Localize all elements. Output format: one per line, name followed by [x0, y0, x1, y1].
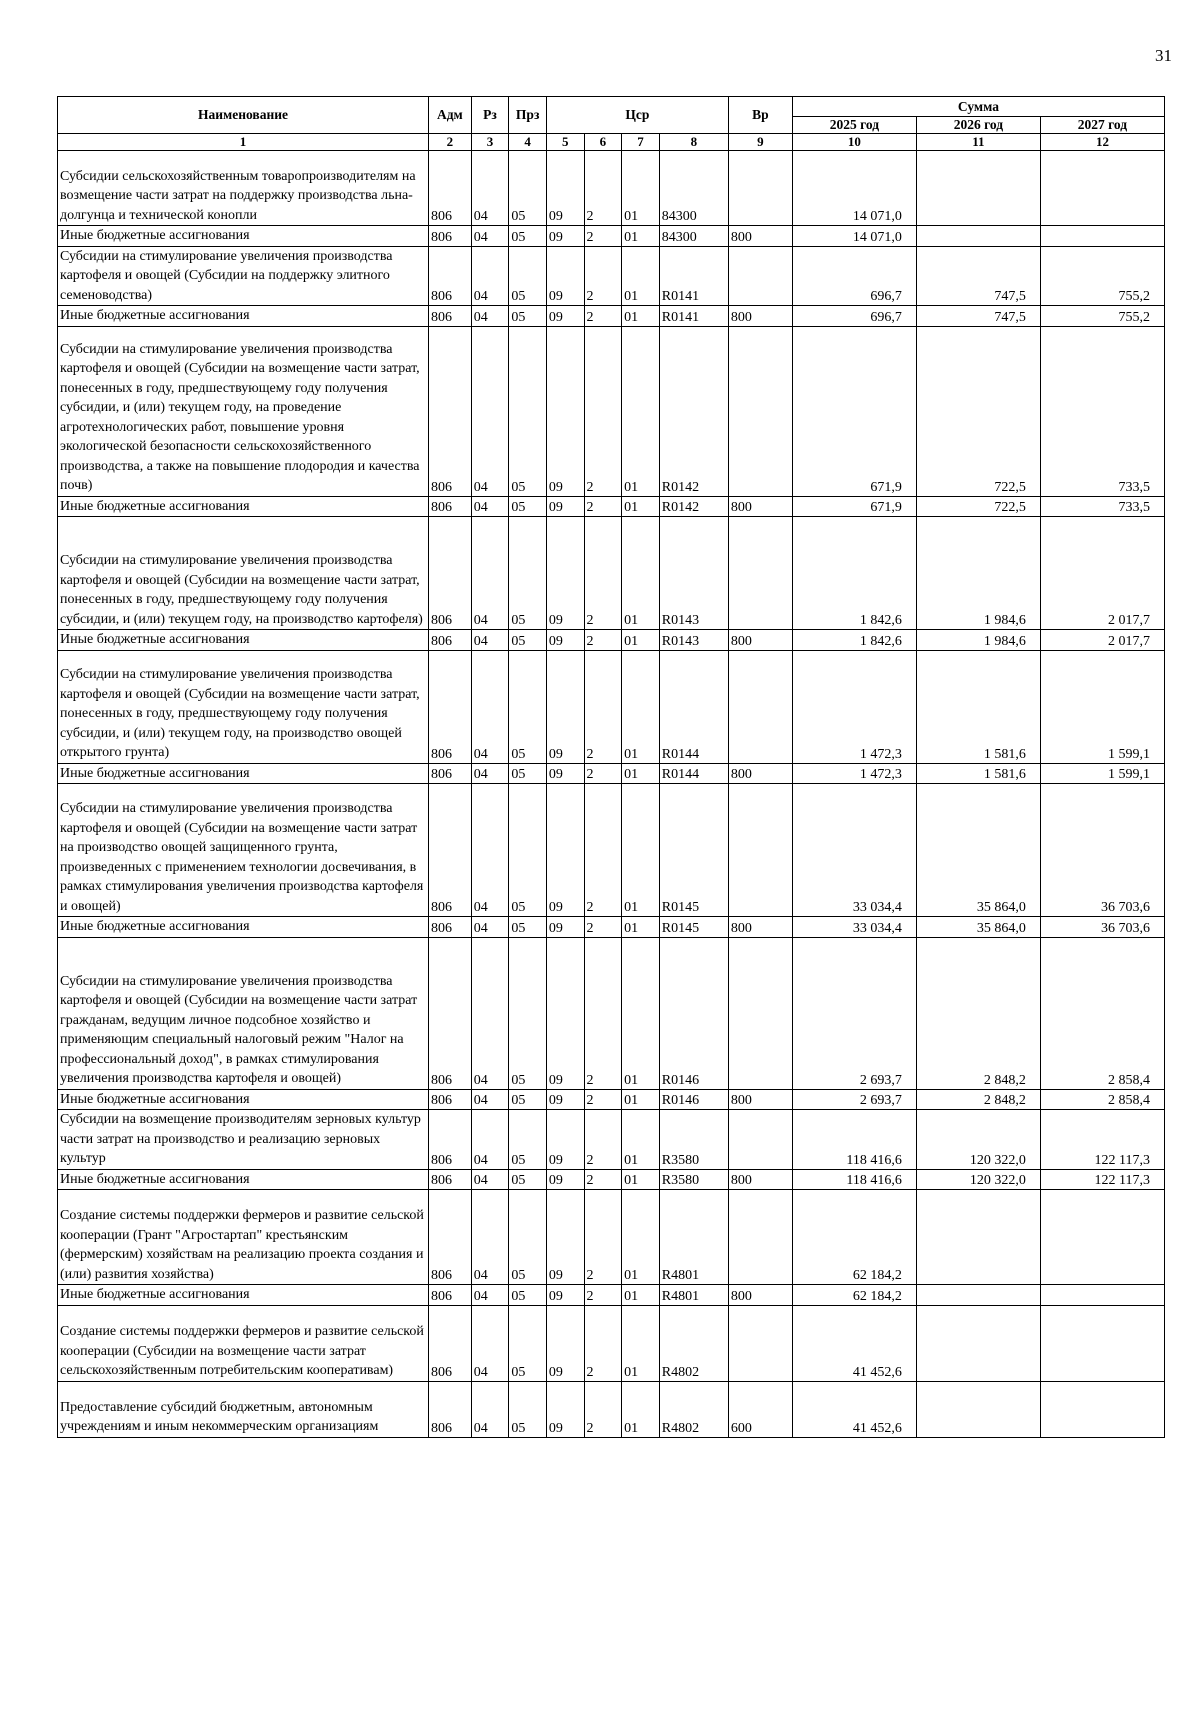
row-adm: 806	[429, 496, 472, 517]
row-name: Иные бюджетные ассигнования	[58, 496, 429, 517]
row-rz: 04	[471, 1110, 509, 1170]
row-csr-3: 01	[622, 246, 660, 306]
table-row	[58, 496, 1165, 517]
row-vr: 800	[728, 1169, 792, 1190]
row-csr-1: 09	[546, 1381, 584, 1437]
row-sum-2027	[1040, 1285, 1164, 1306]
row-sum-2025: 696,7	[792, 306, 916, 327]
row-csr-4: R4802	[659, 1381, 728, 1437]
row-adm: 806	[429, 517, 472, 630]
row-vr	[728, 517, 792, 630]
row-name: Предоставление субсидий бюджетным, автономным учреждениям и иным некоммерческим организациям	[58, 1381, 429, 1437]
row-vr	[728, 151, 792, 226]
row-prz: 05	[509, 1089, 547, 1110]
row-rz: 04	[471, 1381, 509, 1437]
row-sum-2027	[1040, 1190, 1164, 1285]
row-rz: 04	[471, 246, 509, 306]
column-number: 3	[471, 134, 509, 151]
row-csr-2: 2	[584, 630, 622, 651]
row-csr-4: R4801	[659, 1285, 728, 1306]
row-sum-2027: 733,5	[1040, 496, 1164, 517]
row-sum-2027: 122 117,3	[1040, 1169, 1164, 1190]
row-name: Субсидии на стимулирование увеличения производства картофеля и овощей (Субсидии на возмещение части затрат на производство овощей защищенного грунта, произведенных с применением технологии досвечивания, в рамках стимулирования увеличения производства картофеля и овощей)	[58, 784, 429, 917]
row-rz: 04	[471, 326, 509, 496]
row-sum-2027: 2 017,7	[1040, 630, 1164, 651]
row-sum-2027: 36 703,6	[1040, 784, 1164, 917]
row-adm: 806	[429, 1381, 472, 1437]
row-rz: 04	[471, 630, 509, 651]
row-rz: 04	[471, 937, 509, 1089]
row-name: Создание системы поддержки фермеров и развитие сельской кооперации (Грант "Агростартап" крестьянским (фермерским) хозяйствам на реализацию проекта создания и (или) развития хозяйства)	[58, 1190, 429, 1285]
row-csr-2: 2	[584, 1305, 622, 1381]
row-csr-4: R0146	[659, 937, 728, 1089]
table-row	[58, 1169, 1165, 1190]
row-csr-2: 2	[584, 226, 622, 247]
row-csr-1: 09	[546, 517, 584, 630]
row-csr-3: 01	[622, 496, 660, 517]
row-prz: 05	[509, 226, 547, 247]
row-sum-2026: 747,5	[916, 306, 1040, 327]
row-sum-2027: 2 017,7	[1040, 517, 1164, 630]
row-adm: 806	[429, 226, 472, 247]
row-csr-2: 2	[584, 650, 622, 763]
row-sum-2026	[916, 1305, 1040, 1381]
table-row	[58, 1285, 1165, 1306]
row-sum-2026	[916, 151, 1040, 226]
row-prz: 05	[509, 1169, 547, 1190]
row-rz: 04	[471, 1089, 509, 1110]
row-csr-1: 09	[546, 1089, 584, 1110]
row-csr-3: 01	[622, 226, 660, 247]
row-sum-2026: 2 848,2	[916, 937, 1040, 1089]
row-sum-2025: 14 071,0	[792, 151, 916, 226]
row-prz: 05	[509, 151, 547, 226]
row-vr: 800	[728, 763, 792, 784]
row-csr-3: 01	[622, 326, 660, 496]
header-csr: Цср	[546, 97, 728, 134]
row-name: Иные бюджетные ассигнования	[58, 917, 429, 938]
row-vr	[728, 1110, 792, 1170]
row-rz: 04	[471, 763, 509, 784]
row-rz: 04	[471, 517, 509, 630]
row-sum-2027: 1 599,1	[1040, 650, 1164, 763]
row-sum-2027	[1040, 1381, 1164, 1437]
row-csr-1: 09	[546, 1305, 584, 1381]
row-adm: 806	[429, 246, 472, 306]
row-rz: 04	[471, 1285, 509, 1306]
row-name: Субсидии на возмещение производителям зерновых культур части затрат на производство и реализацию зерновых культур	[58, 1110, 429, 1170]
row-adm: 806	[429, 326, 472, 496]
row-name: Иные бюджетные ассигнования	[58, 306, 429, 327]
row-csr-2: 2	[584, 151, 622, 226]
row-name: Субсидии на стимулирование увеличения производства картофеля и овощей (Субсидии на возмещение части затрат, понесенных в году, предшествующему году получения субсидии, и (или) текущем году, на производство овощей открытого грунта)	[58, 650, 429, 763]
row-sum-2025: 41 452,6	[792, 1381, 916, 1437]
row-sum-2026: 35 864,0	[916, 784, 1040, 917]
row-sum-2025: 33 034,4	[792, 784, 916, 917]
row-rz: 04	[471, 784, 509, 917]
row-vr	[728, 650, 792, 763]
row-csr-4: R4801	[659, 1190, 728, 1285]
row-sum-2027: 36 703,6	[1040, 917, 1164, 938]
row-csr-4: R0146	[659, 1089, 728, 1110]
row-prz: 05	[509, 1110, 547, 1170]
row-csr-1: 09	[546, 306, 584, 327]
row-adm: 806	[429, 1190, 472, 1285]
row-csr-3: 01	[622, 151, 660, 226]
row-csr-1: 09	[546, 1169, 584, 1190]
row-csr-2: 2	[584, 763, 622, 784]
row-csr-2: 2	[584, 326, 622, 496]
row-vr: 800	[728, 306, 792, 327]
header-year-2025: 2025 год	[792, 117, 916, 134]
row-sum-2026: 722,5	[916, 326, 1040, 496]
row-sum-2025: 671,9	[792, 326, 916, 496]
row-sum-2025: 671,9	[792, 496, 916, 517]
table-row	[58, 630, 1165, 651]
row-name: Субсидии сельскохозяйственным товаропроизводителям на возмещение части затрат на поддержку производства льна-долгунца и технической конопли	[58, 151, 429, 226]
row-csr-1: 09	[546, 630, 584, 651]
table-row	[58, 937, 1165, 1089]
column-number: 2	[429, 134, 472, 151]
row-adm: 806	[429, 937, 472, 1089]
row-vr: 800	[728, 630, 792, 651]
row-csr-2: 2	[584, 1190, 622, 1285]
row-csr-3: 01	[622, 1089, 660, 1110]
column-number: 11	[916, 134, 1040, 151]
row-adm: 806	[429, 1089, 472, 1110]
row-csr-3: 01	[622, 1285, 660, 1306]
row-csr-3: 01	[622, 784, 660, 917]
column-number: 12	[1040, 134, 1164, 151]
header-vr: Вр	[728, 97, 792, 134]
row-adm: 806	[429, 763, 472, 784]
page-number: 31	[1155, 46, 1172, 65]
table-row	[58, 1190, 1165, 1285]
row-sum-2025: 1 842,6	[792, 630, 916, 651]
row-sum-2027: 1 599,1	[1040, 763, 1164, 784]
row-csr-3: 01	[622, 763, 660, 784]
row-sum-2025: 1 472,3	[792, 650, 916, 763]
row-rz: 04	[471, 151, 509, 226]
row-sum-2026: 35 864,0	[916, 917, 1040, 938]
row-csr-3: 01	[622, 1381, 660, 1437]
row-csr-4: R0144	[659, 650, 728, 763]
row-csr-2: 2	[584, 1169, 622, 1190]
row-prz: 05	[509, 1285, 547, 1306]
row-name: Субсидии на стимулирование увеличения производства картофеля и овощей (Субсидии на возмещение части затрат, понесенных в году, предшествующему году получения субсидии, и (или) текущем году, на проведение агротехнологических работ, повышение уровня экологической безопасности сельскохозяйственного производства, а также на повышение плодородия и качества почв)	[58, 326, 429, 496]
row-prz: 05	[509, 246, 547, 306]
row-name: Субсидии на стимулирование увеличения производства картофеля и овощей (Субсидии на поддержку элитного семеноводства)	[58, 246, 429, 306]
row-sum-2026: 1 581,6	[916, 763, 1040, 784]
row-csr-4: R0145	[659, 917, 728, 938]
row-sum-2027	[1040, 151, 1164, 226]
row-csr-3: 01	[622, 1110, 660, 1170]
row-sum-2025: 2 693,7	[792, 1089, 916, 1110]
row-sum-2026: 120 322,0	[916, 1169, 1040, 1190]
row-sum-2026	[916, 1285, 1040, 1306]
column-number: 5	[546, 134, 584, 151]
table-row	[58, 650, 1165, 763]
row-sum-2025: 118 416,6	[792, 1110, 916, 1170]
row-csr-3: 01	[622, 306, 660, 327]
row-csr-1: 09	[546, 1190, 584, 1285]
row-prz: 05	[509, 1305, 547, 1381]
column-number-row	[58, 134, 1165, 151]
row-sum-2025: 1 842,6	[792, 517, 916, 630]
row-csr-1: 09	[546, 763, 584, 784]
table-row	[58, 1110, 1165, 1170]
row-csr-4: R3580	[659, 1110, 728, 1170]
row-prz: 05	[509, 496, 547, 517]
row-csr-1: 09	[546, 917, 584, 938]
row-name: Субсидии на стимулирование увеличения производства картофеля и овощей (Субсидии на возмещение части затрат, понесенных в году, предшествующему году получения субсидии, и (или) текущем году, на производство картофеля)	[58, 517, 429, 630]
column-number: 1	[58, 134, 429, 151]
row-sum-2025: 33 034,4	[792, 917, 916, 938]
row-rz: 04	[471, 917, 509, 938]
row-name: Иные бюджетные ассигнования	[58, 1285, 429, 1306]
row-csr-3: 01	[622, 937, 660, 1089]
row-rz: 04	[471, 650, 509, 763]
column-number: 10	[792, 134, 916, 151]
row-prz: 05	[509, 937, 547, 1089]
table-row	[58, 917, 1165, 938]
table-row	[58, 1089, 1165, 1110]
row-csr-1: 09	[546, 784, 584, 917]
row-vr: 800	[728, 496, 792, 517]
row-csr-3: 01	[622, 1190, 660, 1285]
row-csr-2: 2	[584, 1110, 622, 1170]
row-csr-4: R0144	[659, 763, 728, 784]
row-csr-1: 09	[546, 1110, 584, 1170]
row-sum-2026: 1 984,6	[916, 517, 1040, 630]
row-rz: 04	[471, 1169, 509, 1190]
row-csr-1: 09	[546, 246, 584, 306]
column-number: 7	[622, 134, 660, 151]
row-csr-3: 01	[622, 917, 660, 938]
table-row	[58, 784, 1165, 917]
table-row	[58, 306, 1165, 327]
row-rz: 04	[471, 226, 509, 247]
row-sum-2025: 1 472,3	[792, 763, 916, 784]
row-csr-2: 2	[584, 1285, 622, 1306]
row-name: Иные бюджетные ассигнования	[58, 630, 429, 651]
table-row	[58, 326, 1165, 496]
row-csr-3: 01	[622, 1169, 660, 1190]
row-vr: 800	[728, 1089, 792, 1110]
row-csr-1: 09	[546, 937, 584, 1089]
row-sum-2027: 2 858,4	[1040, 1089, 1164, 1110]
row-vr	[728, 1305, 792, 1381]
row-csr-2: 2	[584, 1381, 622, 1437]
row-vr	[728, 1190, 792, 1285]
header-adm: Адм	[429, 97, 472, 134]
row-vr	[728, 784, 792, 917]
row-sum-2025: 14 071,0	[792, 226, 916, 247]
row-vr	[728, 937, 792, 1089]
column-number: 6	[584, 134, 622, 151]
row-adm: 806	[429, 1169, 472, 1190]
row-sum-2026	[916, 226, 1040, 247]
budget-table	[57, 96, 1165, 1438]
row-prz: 05	[509, 1190, 547, 1285]
row-csr-3: 01	[622, 630, 660, 651]
row-adm: 806	[429, 151, 472, 226]
row-csr-2: 2	[584, 246, 622, 306]
row-vr	[728, 246, 792, 306]
row-rz: 04	[471, 306, 509, 327]
row-csr-2: 2	[584, 784, 622, 917]
row-csr-4: R0145	[659, 784, 728, 917]
row-adm: 806	[429, 917, 472, 938]
row-rz: 04	[471, 496, 509, 517]
row-adm: 806	[429, 784, 472, 917]
row-csr-1: 09	[546, 226, 584, 247]
table-row	[58, 151, 1165, 226]
row-sum-2026: 2 848,2	[916, 1089, 1040, 1110]
row-vr: 600	[728, 1381, 792, 1437]
row-sum-2027	[1040, 226, 1164, 247]
row-sum-2026: 1 581,6	[916, 650, 1040, 763]
row-sum-2027: 2 858,4	[1040, 937, 1164, 1089]
row-csr-4: R4802	[659, 1305, 728, 1381]
row-csr-4: 84300	[659, 226, 728, 247]
table-row	[58, 1381, 1165, 1437]
row-sum-2025: 62 184,2	[792, 1285, 916, 1306]
row-sum-2027: 733,5	[1040, 326, 1164, 496]
row-name: Иные бюджетные ассигнования	[58, 226, 429, 247]
row-sum-2027	[1040, 1305, 1164, 1381]
table-row	[58, 226, 1165, 247]
row-csr-2: 2	[584, 1089, 622, 1110]
row-name: Иные бюджетные ассигнования	[58, 1089, 429, 1110]
row-adm: 806	[429, 630, 472, 651]
row-csr-4: R0142	[659, 496, 728, 517]
row-prz: 05	[509, 306, 547, 327]
row-csr-1: 09	[546, 151, 584, 226]
row-sum-2026: 747,5	[916, 246, 1040, 306]
row-prz: 05	[509, 784, 547, 917]
row-csr-2: 2	[584, 517, 622, 630]
row-sum-2027: 122 117,3	[1040, 1110, 1164, 1170]
row-sum-2025: 696,7	[792, 246, 916, 306]
column-number: 4	[509, 134, 547, 151]
row-rz: 04	[471, 1305, 509, 1381]
row-name: Иные бюджетные ассигнования	[58, 1169, 429, 1190]
row-csr-4: R0141	[659, 246, 728, 306]
table-row	[58, 246, 1165, 306]
row-adm: 806	[429, 650, 472, 763]
row-vr: 800	[728, 226, 792, 247]
row-name: Иные бюджетные ассигнования	[58, 763, 429, 784]
row-csr-4: 84300	[659, 151, 728, 226]
table-row	[58, 517, 1165, 630]
row-sum-2026: 1 984,6	[916, 630, 1040, 651]
row-csr-4: R0142	[659, 326, 728, 496]
row-sum-2026	[916, 1381, 1040, 1437]
row-csr-1: 09	[546, 1285, 584, 1306]
row-sum-2026	[916, 1190, 1040, 1285]
row-csr-4: R0141	[659, 306, 728, 327]
row-adm: 806	[429, 1305, 472, 1381]
row-sum-2025: 2 693,7	[792, 937, 916, 1089]
row-sum-2025: 41 452,6	[792, 1305, 916, 1381]
table-row	[58, 1305, 1165, 1381]
column-number: 9	[728, 134, 792, 151]
row-prz: 05	[509, 650, 547, 763]
row-adm: 806	[429, 306, 472, 327]
row-csr-1: 09	[546, 496, 584, 517]
row-csr-2: 2	[584, 937, 622, 1089]
row-csr-4: R0143	[659, 630, 728, 651]
row-sum-2026: 722,5	[916, 496, 1040, 517]
row-csr-4: R3580	[659, 1169, 728, 1190]
row-prz: 05	[509, 763, 547, 784]
row-csr-1: 09	[546, 650, 584, 763]
header-prz: Прз	[509, 97, 547, 134]
header-year-2027: 2027 год	[1040, 117, 1164, 134]
row-csr-4: R0143	[659, 517, 728, 630]
row-prz: 05	[509, 517, 547, 630]
row-sum-2025: 62 184,2	[792, 1190, 916, 1285]
row-vr: 800	[728, 917, 792, 938]
row-prz: 05	[509, 630, 547, 651]
row-csr-2: 2	[584, 306, 622, 327]
row-sum-2027: 755,2	[1040, 306, 1164, 327]
row-adm: 806	[429, 1285, 472, 1306]
row-vr: 800	[728, 1285, 792, 1306]
row-csr-3: 01	[622, 650, 660, 763]
row-csr-3: 01	[622, 1305, 660, 1381]
table-row	[58, 763, 1165, 784]
header-rz: Рз	[471, 97, 509, 134]
row-name: Создание системы поддержки фермеров и развитие сельской кооперации (Субсидии на возмещение части затрат сельскохозяйственным потребительским кооперативам)	[58, 1305, 429, 1381]
row-csr-2: 2	[584, 917, 622, 938]
column-number: 8	[659, 134, 728, 151]
row-rz: 04	[471, 1190, 509, 1285]
row-sum-2025: 118 416,6	[792, 1169, 916, 1190]
header-year-2026: 2026 год	[916, 117, 1040, 134]
row-sum-2026: 120 322,0	[916, 1110, 1040, 1170]
header-sum: Сумма	[792, 97, 1164, 117]
row-csr-2: 2	[584, 496, 622, 517]
row-adm: 806	[429, 1110, 472, 1170]
row-vr	[728, 326, 792, 496]
row-prz: 05	[509, 326, 547, 496]
row-csr-3: 01	[622, 517, 660, 630]
row-sum-2027: 755,2	[1040, 246, 1164, 306]
row-prz: 05	[509, 917, 547, 938]
row-prz: 05	[509, 1381, 547, 1437]
header-name: Наименование	[58, 97, 429, 134]
row-csr-1: 09	[546, 326, 584, 496]
row-name: Субсидии на стимулирование увеличения производства картофеля и овощей (Субсидии на возмещение части затрат гражданам, ведущим личное подсобное хозяйство и применяющим специальный налоговый режим "Налог на профессиональный доход", в рамках стимулирования увеличения производства картофеля и овощей)	[58, 937, 429, 1089]
